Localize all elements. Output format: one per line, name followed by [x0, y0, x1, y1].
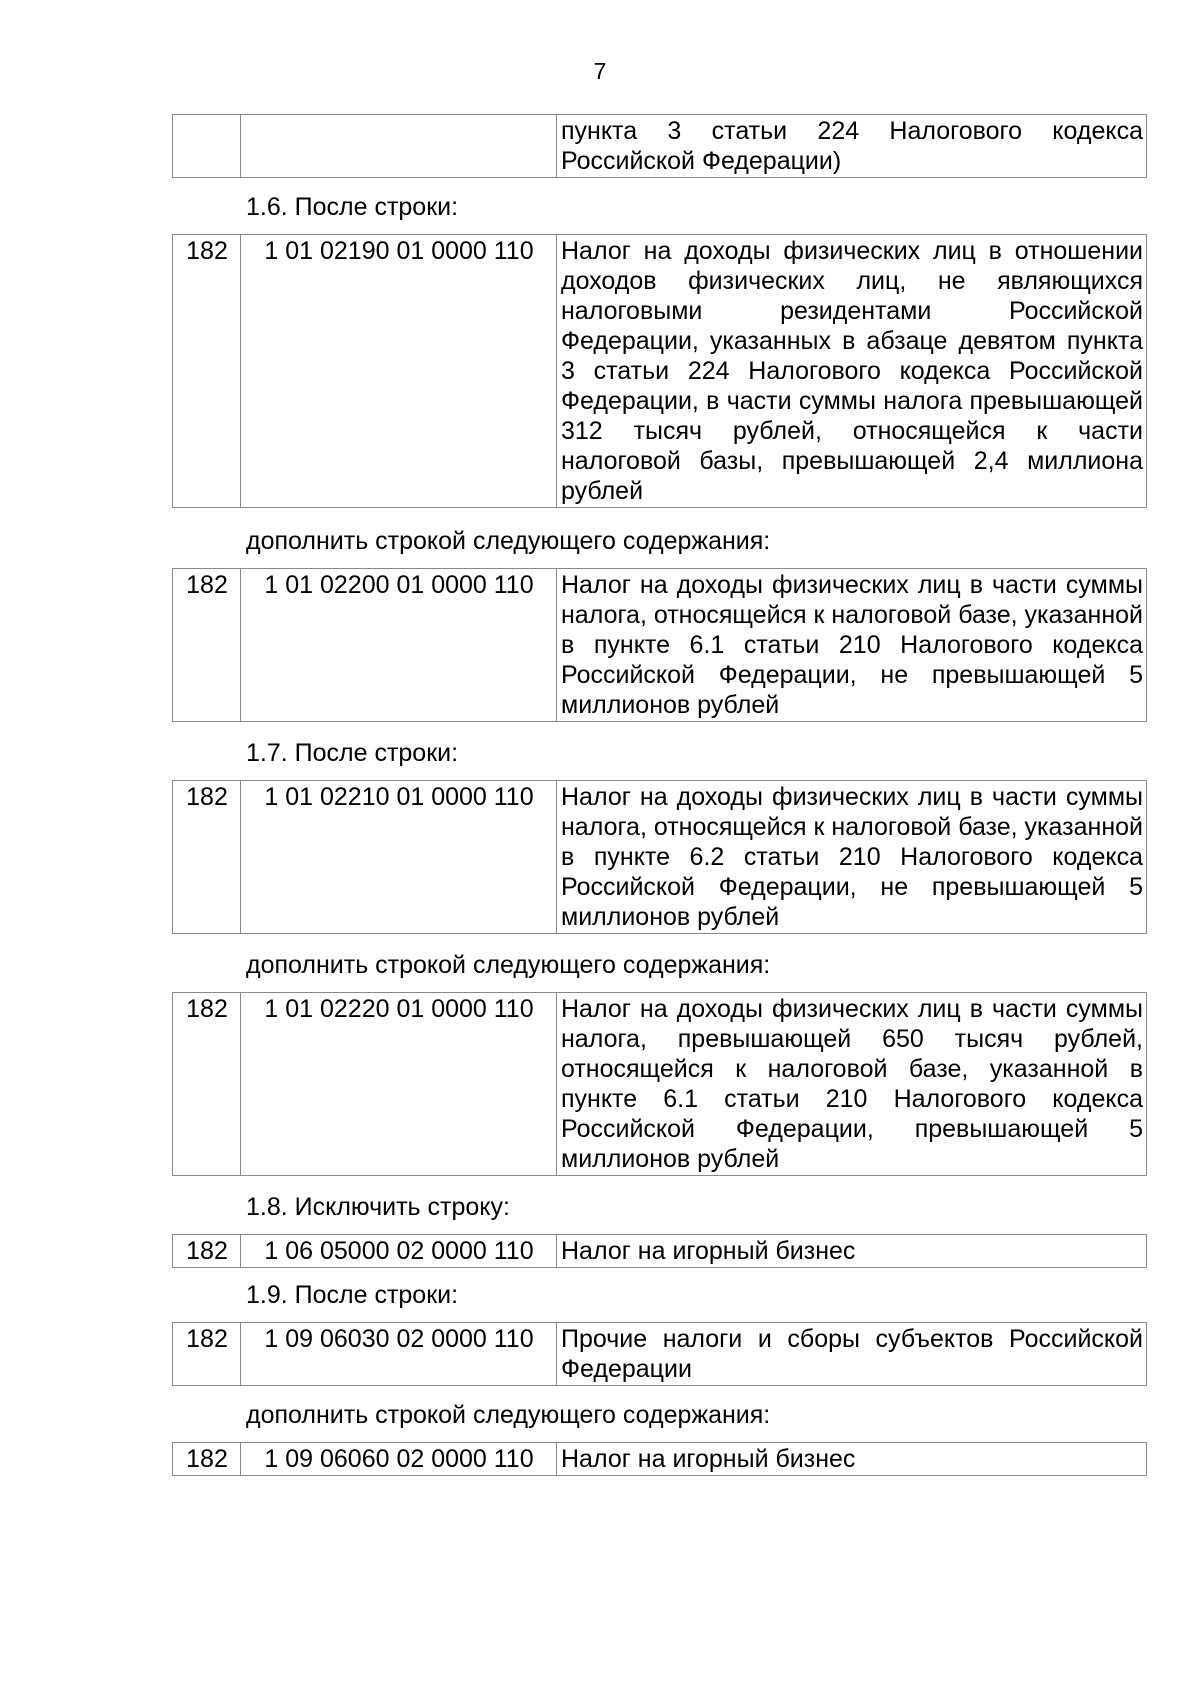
admin-code-cell: 182	[173, 1323, 241, 1386]
description-cell: Налог на доходы физических лиц в отношении доходов физических лиц, не являющихся налоговыми резидентами Российской Федерации, указанных в абзаце девятом пункта 3 статьи 224 Налогового кодекса Российской Федерации, в части суммы налога превышающей 312 тысяч рублей, относящейся к части налоговой базы, превышающей 2,4 миллиона рублей	[557, 235, 1147, 508]
instruction-paragraph: 1.8. Исключить строку:	[246, 1193, 510, 1221]
table-row	[173, 235, 1147, 508]
classification-table	[172, 780, 1147, 934]
table-row	[173, 569, 1147, 722]
admin-code-cell: 182	[173, 1443, 241, 1476]
instruction-paragraph: дополнить строкой следующего содержания:	[246, 1401, 771, 1429]
table-row	[173, 781, 1147, 934]
budget-code-cell: 1 09 06030 02 0000 110	[241, 1323, 557, 1386]
budget-code-cell: 1 01 02210 01 0000 110	[241, 781, 557, 934]
classification-table	[172, 234, 1147, 508]
admin-code-cell: 182	[173, 235, 241, 508]
classification-table	[172, 1322, 1147, 1386]
budget-code-cell: 1 01 02220 01 0000 110	[241, 993, 557, 1176]
description-cell: Налог на доходы физических лиц в части суммы налога, превышающей 650 тысяч рублей, относящейся к налоговой базе, указанной в пункте 6.1 статьи 210 Налогового кодекса Российской Федерации, превышающей 5 миллионов рублей	[557, 993, 1147, 1176]
description-cell: Налог на доходы физических лиц в части суммы налога, относящейся к налоговой базе, указанной в пункте 6.2 статьи 210 Налогового кодекса Российской Федерации, не превышающей 5 миллионов рублей	[557, 781, 1147, 934]
description-cell: пункта 3 статьи 224 Налогового кодекса Российской Федерации)	[557, 115, 1147, 178]
table-row	[173, 1235, 1147, 1268]
classification-table	[172, 114, 1147, 178]
description-cell: Налог на игорный бизнес	[557, 1443, 1147, 1476]
budget-code-cell	[241, 115, 557, 178]
description-cell: Налог на игорный бизнес	[557, 1235, 1147, 1268]
budget-code-cell: 1 01 02190 01 0000 110	[241, 235, 557, 508]
description-cell: Прочие налоги и сборы субъектов Российской Федерации	[557, 1323, 1147, 1386]
classification-table	[172, 568, 1147, 722]
page-number: 7	[593, 58, 607, 84]
table-row	[173, 993, 1147, 1176]
instruction-paragraph: 1.9. После строки:	[246, 1281, 459, 1309]
instruction-paragraph: 1.7. После строки:	[246, 739, 459, 767]
admin-code-cell: 182	[173, 569, 241, 722]
table-row	[173, 1323, 1147, 1386]
instruction-paragraph: 1.6. После строки:	[246, 193, 459, 221]
budget-code-cell: 1 01 02200 01 0000 110	[241, 569, 557, 722]
admin-code-cell: 182	[173, 781, 241, 934]
instruction-paragraph: дополнить строкой следующего содержания:	[246, 527, 771, 555]
table-row	[173, 1443, 1147, 1476]
admin-code-cell: 182	[173, 1235, 241, 1268]
budget-code-cell: 1 06 05000 02 0000 110	[241, 1235, 557, 1268]
admin-code-cell: 182	[173, 993, 241, 1176]
classification-table	[172, 1234, 1147, 1268]
instruction-paragraph: дополнить строкой следующего содержания:	[246, 951, 771, 979]
table-row	[173, 115, 1147, 178]
budget-code-cell: 1 09 06060 02 0000 110	[241, 1443, 557, 1476]
admin-code-cell	[173, 115, 241, 178]
classification-table	[172, 992, 1147, 1176]
classification-table	[172, 1442, 1147, 1476]
description-cell: Налог на доходы физических лиц в части суммы налога, относящейся к налоговой базе, указанной в пункте 6.1 статьи 210 Налогового кодекса Российской Федерации, не превышающей 5 миллионов рублей	[557, 569, 1147, 722]
